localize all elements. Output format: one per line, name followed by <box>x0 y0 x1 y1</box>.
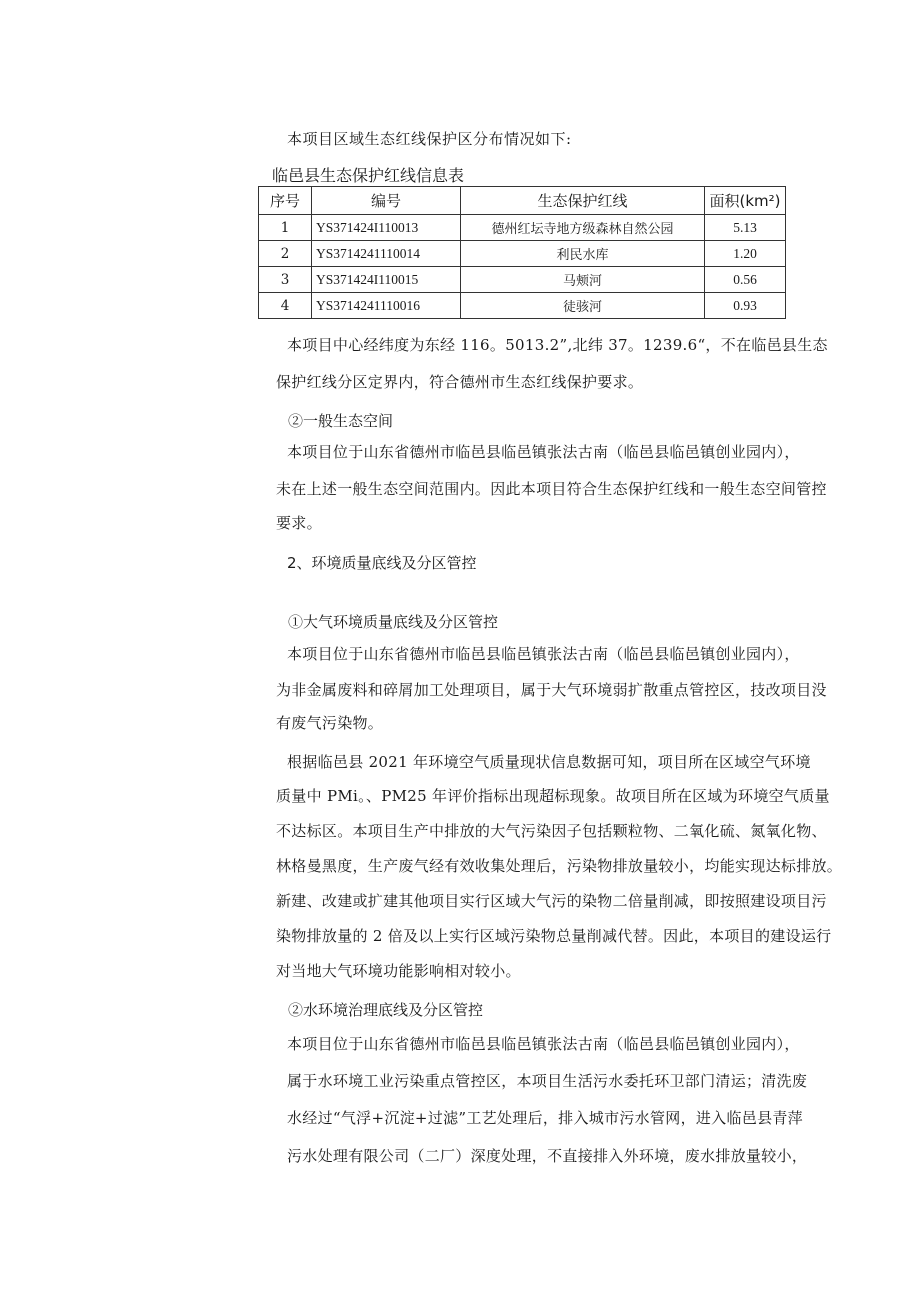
header-name: 生态保护红线 <box>461 187 705 215</box>
paragraph-coordinates-line2: 保护红线分区定界内，符合德州市生态红线保护要求。 <box>276 373 644 391</box>
cell-no: 4 <box>259 293 312 319</box>
paragraph-air-line3: 有废气污染物。 <box>276 714 384 732</box>
cell-area: 5.13 <box>705 215 786 241</box>
cell-no: 3 <box>259 267 312 293</box>
paragraph-location-line3: 要求。 <box>276 514 322 532</box>
paragraph-water-line1: 本项目位于山东省德州市临邑县临邑镇张法古南（临邑县临邑镇创业园内）， <box>287 1035 800 1053</box>
cell-area: 0.56 <box>705 267 786 293</box>
cell-code: YS3714241110014 <box>312 241 461 267</box>
paragraph-water-line2: 属于水环境工业污染重点管控区，本项目生活污水委托环卫部门清运；清洗废 <box>287 1072 808 1090</box>
table-row <box>259 293 786 319</box>
cell-name: 马颊河 <box>461 267 705 293</box>
table-header-row <box>259 187 786 215</box>
header-no: 序号 <box>259 187 312 215</box>
intro-text: 本项目区域生态红线保护区分布情况如下: <box>287 130 572 148</box>
header-code: 编号 <box>312 187 461 215</box>
paragraph-aqi-line3: 不达标区。本项目生产中排放的大气污染因子包括颗粒物、二氧化硫、氮氧化物、 <box>276 822 827 840</box>
paragraph-aqi-line5: 新建、改建或扩建其他项目实行区域大气污的染物二倍量削减，即按照建设项目污 <box>276 892 827 910</box>
cell-no: 2 <box>259 241 312 267</box>
paragraph-location-line2: 未在上述一般生态空间范围内。因此本项目符合生态保护红线和一般生态空间管控 <box>276 480 827 498</box>
table-row <box>259 241 786 267</box>
cell-area: 0.93 <box>705 293 786 319</box>
redline-info-table <box>258 186 786 319</box>
header-area: 面积(km²) <box>705 187 786 215</box>
table-title: 临邑县生态保护红线信息表 <box>272 166 465 185</box>
subheading-general-ecological-space: ②一般生态空间 <box>288 412 394 430</box>
paragraph-water-line3: 水经过“气浮+沉淀+过滤”工艺处理后，排入城市污水管网，进入临邑县青萍 <box>287 1109 803 1127</box>
cell-code: YS3714241110016 <box>312 293 461 319</box>
paragraph-water-line4: 污水处理有限公司（二厂）深度处理，不直接排入外环境，废水排放量较小， <box>287 1147 808 1165</box>
paragraph-aqi-line4: 林格曼黑度，生产废气经有效收集处理后，污染物排放量较小，均能实现达标排放。 <box>276 857 843 875</box>
cell-name: 利民水库 <box>461 241 705 267</box>
paragraph-aqi-line1: 根据临邑县 2021 年环境空气质量现状信息数据可知，项目所在区域空气环境 <box>287 753 811 771</box>
paragraph-aqi-line2: 质量中 PMi。、PM25 年评价指标出现超标现象。故项目所在区域为环境空气质量 <box>276 787 830 805</box>
subheading-water-quality: ②水环境治理底线及分区管控 <box>288 1001 484 1019</box>
paragraph-air-line1: 本项目位于山东省德州市临邑县临邑镇张法古南（临邑县临邑镇创业园内）， <box>287 645 800 663</box>
paragraph-air-line2: 为非金属废料和碎屑加工处理项目，属于大气环境弱扩散重点管控区，技改项目没 <box>276 681 827 699</box>
cell-area: 1.20 <box>705 241 786 267</box>
paragraph-aqi-line7: 对当地大气环境功能影响相对较小。 <box>276 962 521 980</box>
paragraph-location-line1: 本项目位于山东省德州市临邑县临邑镇张法古南（临邑县临邑镇创业园内）， <box>287 443 800 461</box>
paragraph-coordinates-line1: 本项目中心经纬度为东经 116。5013.2”,北纬 37。1239.6“，不在临邑县生态 <box>287 336 828 354</box>
cell-code: YS371424I110015 <box>312 267 461 293</box>
cell-name: 徒骇河 <box>461 293 705 319</box>
table-row <box>259 267 786 293</box>
table-row <box>259 215 786 241</box>
cell-name: 德州红坛寺地方级森林自然公园 <box>461 215 705 241</box>
cell-code: YS371424I110013 <box>312 215 461 241</box>
section-heading-environment-quality: 2、环境质量底线及分区管控 <box>287 554 477 572</box>
paragraph-aqi-line6: 染物排放量的 2 倍及以上实行区域污染物总量削减代替。因此，本项目的建设运行 <box>276 927 832 945</box>
cell-no: 1 <box>259 215 312 241</box>
subheading-air-quality: ①大气环境质量底线及分区管控 <box>288 613 499 631</box>
